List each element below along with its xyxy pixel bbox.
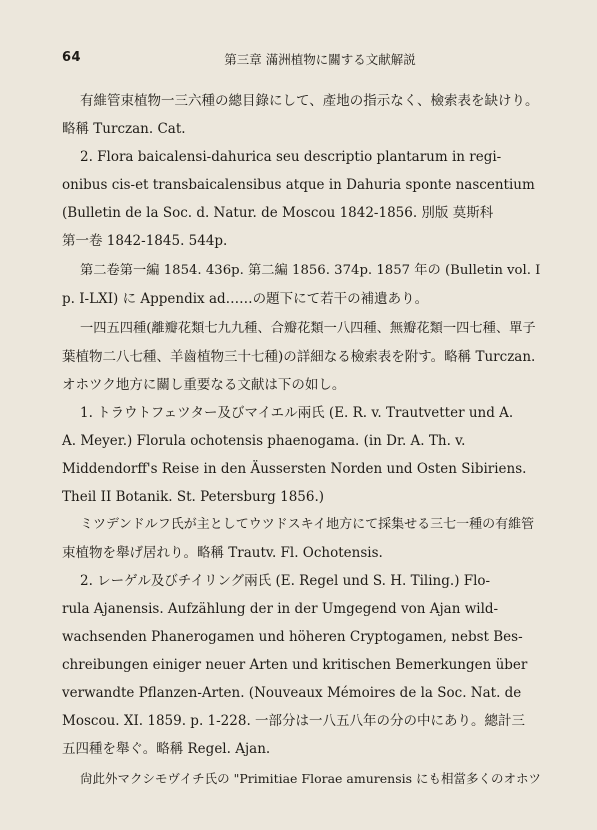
text-line: 略稱 Turczan. Cat.	[62, 121, 186, 137]
text-line: verwandte Pflanzen-Arten. (Nouveaux Mémoires de la Soc. Nat. de	[62, 685, 522, 701]
text-line: onibus cis-et transbaicalensibus atque in Dahuria sponte nascentium	[62, 177, 535, 193]
text-line: A. Meyer.) Florula ochotensis phaenogama. (in Dr. A. Th. v.	[62, 433, 466, 449]
text-line: ミツデンドルフ氏が主としてウツドスキイ地方にて採集せる三七一種の有維管	[80, 517, 535, 532]
text-line: 有維管束植物一三六種の總目錄にして、產地の指示なく、檢索表を缺けり。	[80, 93, 539, 109]
page-number: 64	[62, 50, 82, 65]
text-line: p. I-LXI) に Appendix ad……の題下にて若干の補遺あり。	[62, 291, 429, 307]
text-line: 尙此外マクシモヴイチ氏の "Primitiae Florae amurensis にも相當多くのオホツ	[80, 771, 542, 786]
text-line: 葉植物二八七種、羊齒植物三十七種)の詳細なる檢索表を附す。略稱 Turczan.	[62, 349, 536, 365]
text-line: Moscou. XI. 1859. p. 1-228. 一部分は一八五八年の分の中にあり。總計三	[62, 713, 526, 729]
running-head: 第三章 滿洲植物に關する文献解説	[224, 52, 416, 67]
text-line: 第一卷 1842-1845. 544p.	[62, 233, 228, 249]
text-line: Theil II Botanik. St. Petersburg 1856.)	[62, 489, 325, 505]
text-line: chreibungen einiger neuer Arten und kritischen Bemerkungen über	[62, 657, 528, 673]
text-line: 2. レーゲル及びチイリング兩氏 (E. Regel und S. H. Tiling.) Flo-	[80, 573, 491, 589]
page-header	[0, 48, 597, 72]
text-line: 2. Flora baicalensi-dahurica seu descriptio plantarum in regi-	[80, 149, 502, 165]
text-line: wachsenden Phanerogamen und höheren Cryptogamen, nebst Bes-	[62, 629, 523, 645]
text-line: (Bulletin de la Soc. d. Natur. de Moscou 1842-1856. 別版 莫斯科	[62, 205, 494, 221]
text-line: オホツク地方に關し重要なる文献は下の如し。	[62, 377, 346, 393]
text-line: 1. トラウトフェツター及びマイエル兩氏 (E. R. v. Trautvetter und A.	[80, 405, 514, 421]
text-line: 束植物を舉げ居れり。略稱 Trautv. Fl. Ochotensis.	[62, 545, 383, 561]
text-line: 一四五四種(離瓣花類七九九種、合瓣花類一八四種、無瓣花類一四七種、單子	[80, 321, 536, 336]
text-line: 第二卷第一編 1854. 436p. 第二編 1856. 374p. 1857 年の (Bulletin vol. I	[80, 263, 541, 278]
text-line: 五四種を舉ぐ。略稱 Regel. Ajan.	[62, 741, 271, 757]
text-line: Middendorff's Reise in den Äussersten Norden und Osten Sibiriens.	[62, 461, 527, 477]
text-line: rula Ajanensis. Aufzählung der in der Umgegend von Ajan wild-	[62, 601, 499, 617]
